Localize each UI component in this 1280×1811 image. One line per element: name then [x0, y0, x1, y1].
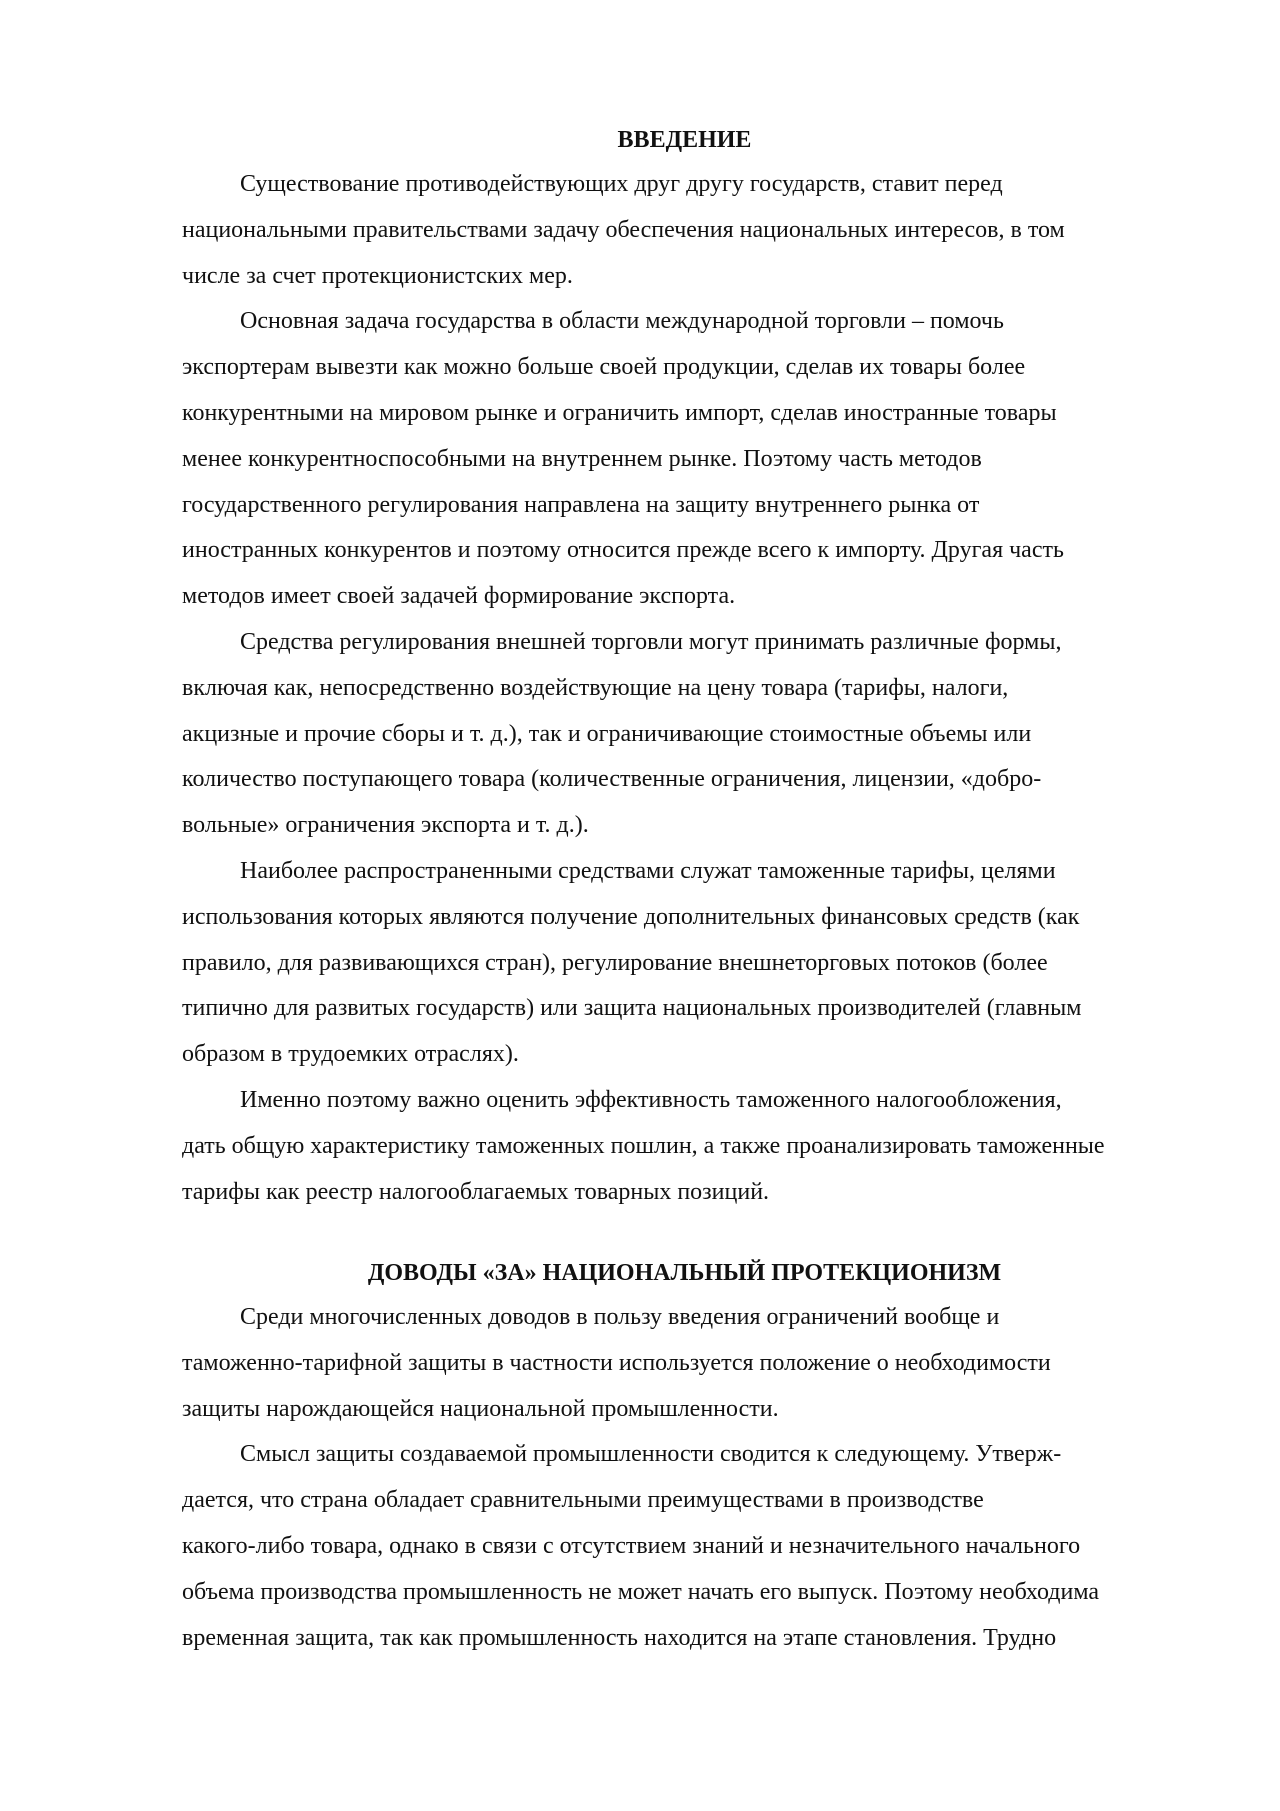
- section-heading-introduction: ВВЕДЕНИЕ: [617, 127, 752, 153]
- text-line: объема производства промышленность не может начать его выпуск. Поэтому необходима: [182, 1578, 1100, 1605]
- paragraph: [182, 849, 1187, 1078]
- text-line: методов имеет своей задачей формирование экспорта.: [182, 583, 736, 610]
- paragraph: [182, 620, 1187, 849]
- paragraph: [182, 1078, 1187, 1215]
- text-line: тарифы как реестр налогооблагаемых товарных позиций.: [182, 1178, 770, 1205]
- text-line: экспортерам вывезти как можно больше своей продукции, сделав их товары более: [182, 354, 1026, 381]
- text-line: числе за счет протекционистских мер.: [182, 262, 573, 289]
- text-line: государственного регулирования направлена на защиту внутреннего рынка от: [182, 491, 980, 518]
- text-line: национальными правительствами задачу обеспечения национальных интересов, в том: [182, 216, 1065, 243]
- text-line: какого-либо товара, однако в связи с отсутствием знаний и незначительного начального: [182, 1532, 1081, 1559]
- text-line: образом в трудоемких отраслях).: [182, 1041, 519, 1068]
- text-line: Именно поэтому важно оценить эффективность таможенного налогообложения,: [240, 1086, 1062, 1113]
- section-heading-protectionism: ДОВОДЫ «ЗА» НАЦИОНАЛЬНЫЙ ПРОТЕКЦИОНИЗМ: [367, 1260, 1002, 1286]
- text-line: защиты нарождающейся национальной промышленности.: [182, 1395, 779, 1422]
- text-line: Существование противодействующих друг другу государств, ставит перед: [240, 171, 1003, 197]
- text-line: таможенно-тарифной защиты в частности используется положение о необходимости: [182, 1349, 1051, 1376]
- text-line: дать общую характеристику таможенных пошлин, а также проанализировать таможенные: [182, 1132, 1105, 1159]
- text-line: использования которых являются получение дополнительных финансовых средств (как: [182, 903, 1080, 930]
- text-line: иностранных конкурентов и поэтому относится прежде всего к импорту. Другая часть: [182, 537, 1064, 564]
- text-line: Среди многочисленных доводов в пользу введения ограничений вообще и: [240, 1304, 1000, 1330]
- text-line: вольные» ограничения экспорта и т. д.).: [182, 812, 589, 839]
- text-line: типично для развитых государств) или защита национальных производителей (главным: [182, 995, 1082, 1022]
- paragraph: [182, 299, 1187, 620]
- section-body-introduction: [182, 162, 1187, 1215]
- paragraph: [182, 162, 1187, 299]
- section-body-protectionism: [182, 1295, 1187, 1661]
- text-line: дается, что страна обладает сравнительными преимуществами в производстве: [182, 1487, 984, 1514]
- text-line: Средства регулирования внешней торговли могут принимать различные формы,: [240, 628, 1062, 655]
- text-line: включая как, непосредственно воздействующие на цену товара (тарифы, налоги,: [182, 674, 1009, 701]
- text-line: Основная задача государства в области международной торговли – помочь: [240, 308, 1004, 335]
- text-line: правило, для развивающихся стран), регулирование внешнеторговых потоков (более: [182, 949, 1048, 976]
- text-line: акцизные и прочие сборы и т. д.), так и ограничивающие стоимостные объемы или: [182, 720, 1032, 747]
- text-line: конкурентными на мировом рынке и ограничить импорт, сделав иностранные товары: [182, 399, 1057, 426]
- text-line: количество поступающего товара (количественные ограничения, лицензии, «добро-: [182, 766, 1042, 793]
- text-line: Наиболее распространенными средствами служат таможенные тарифы, целями: [240, 857, 1056, 884]
- paragraph: [182, 1295, 1187, 1432]
- text-line: временная защита, так как промышленность находится на этапе становления. Трудно: [182, 1624, 1057, 1651]
- text-line: менее конкурентноспособными на внутреннем рынке. Поэтому часть методов: [182, 445, 982, 472]
- text-line: Смысл защиты создаваемой промышленности сводится к следующему. Утверж-: [240, 1441, 1062, 1468]
- paragraph: [182, 1432, 1187, 1661]
